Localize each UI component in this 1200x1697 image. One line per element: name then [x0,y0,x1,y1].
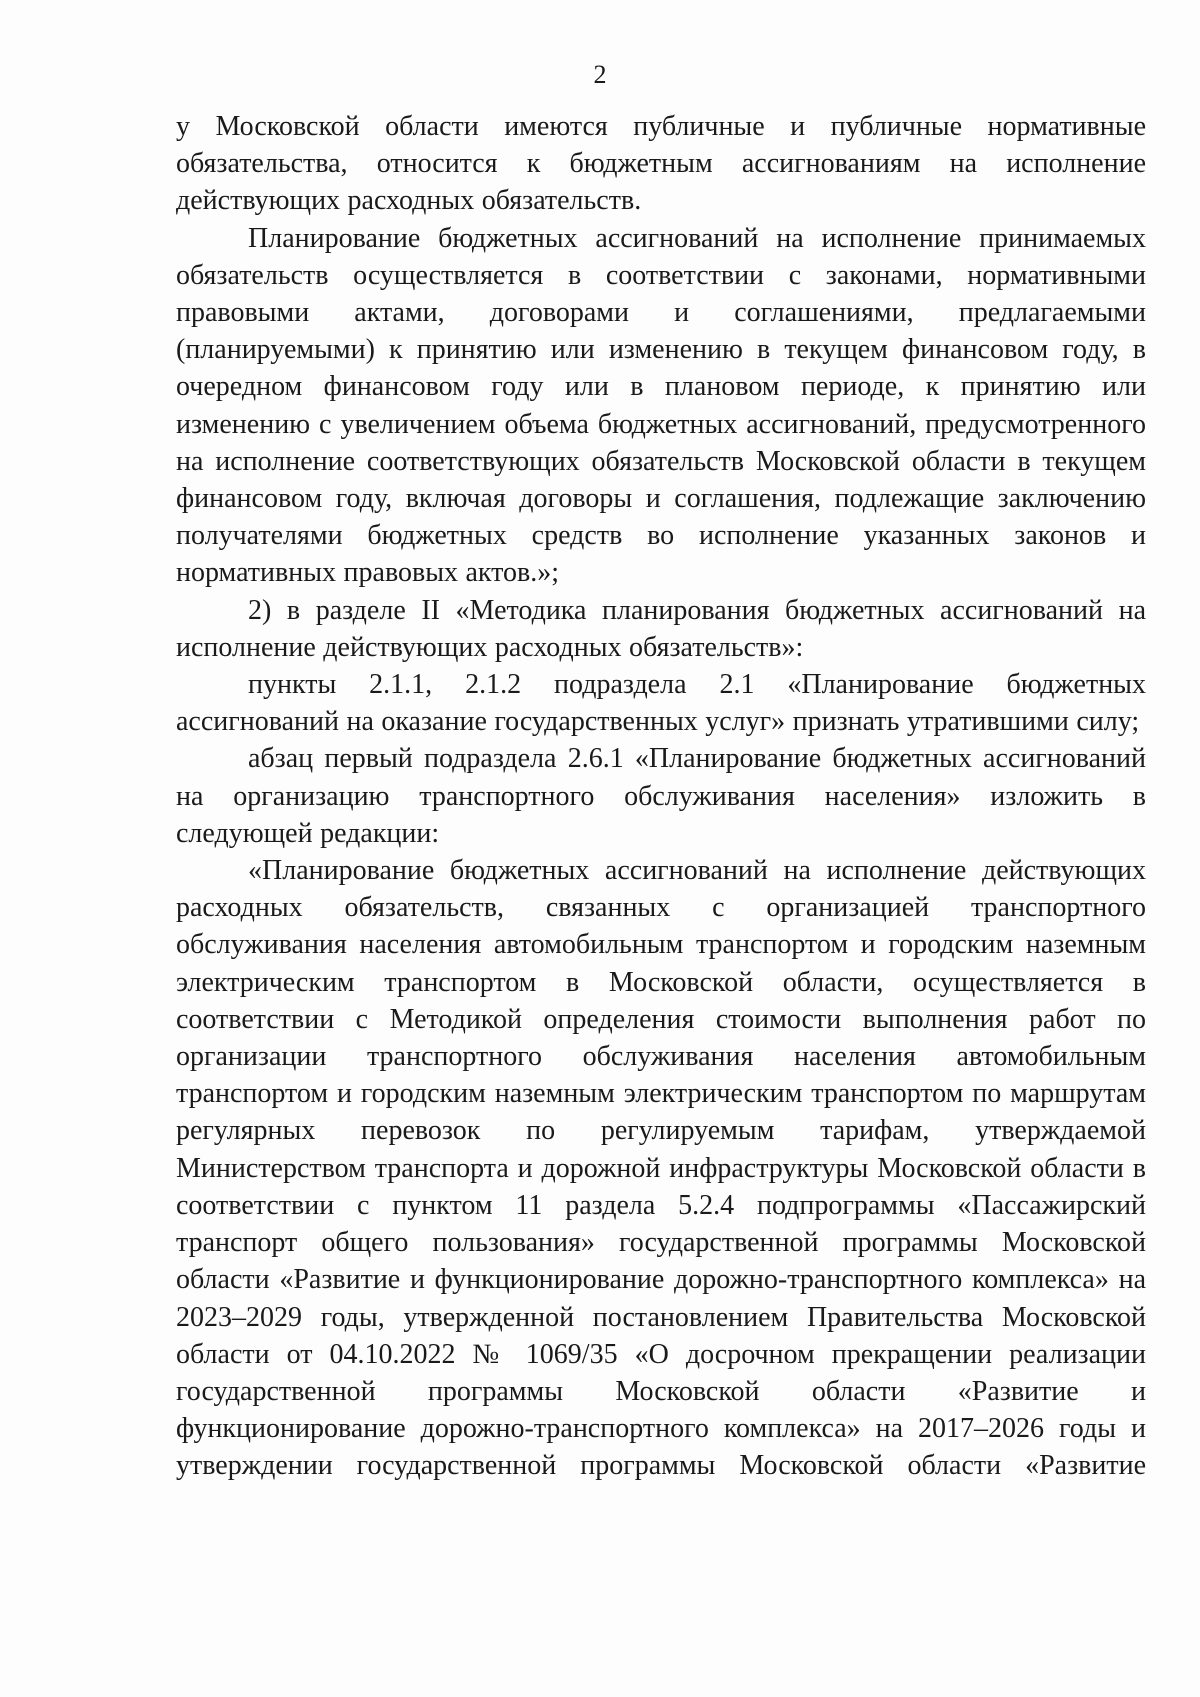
document-body [176,108,1146,1485]
paragraph-continuation: у Московской области имеются публичные и публичные нормативные обязательства, относится к бюджетным ассигнованиям на исполнение действующих расходных обязательств. [176,111,1146,217]
paragraph-planning-obligations: Планирование бюджетных ассигнований на исполнение принимаемых обязательств осуществляется в соответствии с законами, нормативными правовыми актами, договорами и соглашениями, предлагаемыми (планируемыми) к принятию или изменению в текущем финансовом году, в очередном финансовом году или в плановом периоде, к принятию или изменению с увеличением объема бюджетных ассигнований, предусмотренного на исполнение соответствующих обязательств Московской области в текущем финансовом году, включая договоры и соглашения, подлежащие заключению получателями бюджетных средств во исполнение указанных законов и нормативных правовых актов.»; [176,222,1146,589]
paragraph-subsection-2-6-1: абзац первый подраздела 2.6.1 «Планирование бюджетных ассигнований на организацию транспортного обслуживания населения» изложить в следующей редакции: [176,743,1146,849]
paragraph-points-2-1: пункты 2.1.1, 2.1.2 подраздела 2.1 «Планирование бюджетных ассигнований на оказание государственных услуг» признать утратившими силу; [176,669,1146,738]
page-number: 2 [593,60,607,89]
paragraph-section-2: 2) в разделе II «Методика планирования бюджетных ассигнований на исполнение действующих расходных обязательств»: [176,594,1146,663]
paragraph-new-wording: «Планирование бюджетных ассигнований на исполнение действующих расходных обязательств, связанных с организацией транспортного обслуживания населения автомобильным транспортом и городским наземным электрическим транспортом в Московской области, осуществляется в соответствии с Методикой определения стоимости выполнения работ по организации транспортного обслуживания населения автомобильным транспортом и городским наземным электрическим транспортом по маршрутам регулярных перевозок по регулируемым тарифам, утверждаемой Министерством транспорта и дорожной инфраструктуры Московской области в соответствии с пунктом 11 раздела 5.2.4 подпрограммы «Пассажирский транспорт общего пользования» государственной программы Московской области «Развитие и функционирование дорожно-транспортного комплекса» на 2023–2029 годы, утвержденной постановлением Правительства Московской области от 04.10.2022 № 1069/35 «О досрочном прекращении реализации государственной программы Московской области «Развитие и функционирование дорожно-транспортного комплекса» на 2017–2026 годы и утверждении государственной программы Московской области «Развитие [176,855,1146,1482]
